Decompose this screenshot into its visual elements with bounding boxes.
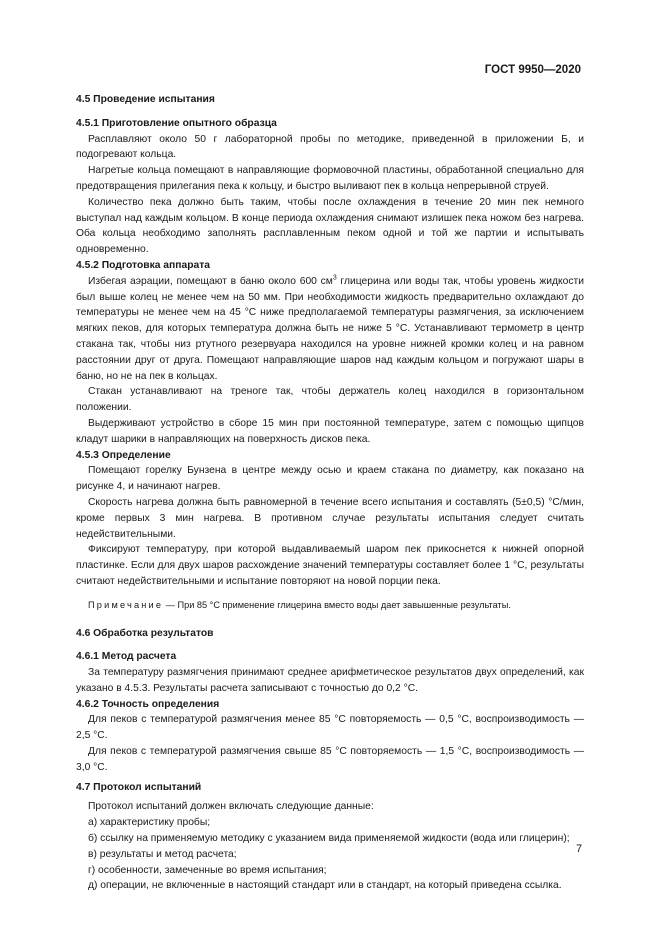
paragraph: Скорость нагрева должна быть равномерной в течение всего испытания и составлять (5±0,5) °С/мин, кроме первых 3 мин нагрева. В противном случае результаты испытания следует считать недействительными. (76, 496, 584, 540)
main-content (76, 92, 584, 894)
list-item: г) особенности, замеченные во время испытания; (88, 864, 327, 876)
heading-4-5: 4.5 Проведение испытания (76, 94, 215, 105)
paragraph: Выдерживают устройство в сборе 15 мин при постоянной температуре, затем с помощью щипцов кладут шарики в направляющих на поверхность дисков пека. (76, 417, 584, 445)
paragraph: Избегая аэрации, помещают в баню около 600 $см^3$ глицерина или воды так, чтобы уровень жидкости был выше колец не менее чем на 50 мм. При необходимости жидкость предварительно охлаждают до температуры не менее чем на 45 °С ниже предполагаемой температуры размягчения, за исключением мягких пеков, для которых температура должна быть не ниже 5 °С. Устанавливают термометр в центр стакана так, чтобы низ ртутного резервуара находился на уровне нижней кромки колец и на равном расстоянии друг от друга. Помещают направляющие шаров над каждым кольцом и погружают шары в баню, но не на пек в кольцах. (76, 274, 584, 382)
list-item: б) ссылку на применяемую методику с указанием вида применяемой жидкости (вода или глицерин); (88, 833, 570, 845)
standard-header: ГОСТ 9950—2020 (484, 64, 581, 76)
paragraph: Нагретые кольца помещают в направляющие формовочной пластины, обработанной специально для предотвращения прилегания пека к кольцу, и быстро выливают пек в кольца непрерывной струей. (76, 165, 584, 192)
paragraph: Протокол испытаний должен включать следующие данные: (88, 801, 374, 813)
heading-4-6-1: 4.6.1 Метод расчета (76, 651, 177, 663)
paragraph: Фиксируют температуру, при которой выдавливаемый шаром пек прикоснется к нижней опорной пластинке. Если для двух шаров расхождение значений температуры составляет более 1 °С, результаты считают недействительными и испытание повторяют на новой порции пека. (76, 544, 584, 587)
heading-4-7: 4.7 Протокол испытаний (76, 781, 202, 793)
heading-4-6: 4.6 Обработка результатов (76, 627, 214, 639)
paragraph: Количество пека должно быть таким, чтобы после охлаждения в течение 20 мин пек немного выступал над каждым кольцом. В конце периода охлаждения снимают излишек пека ножом без нагрева. Оба кольца необходимо заполнять расплавленным пеком одной и той же партии и испытывать одновременно. (76, 196, 584, 256)
heading-4-5-2: 4.5.2 Подготовка аппарата (76, 259, 210, 271)
paragraph: За температуру размягчения принимают среднее арифметическое результатов двух определений, как указано в 4.5.3. Результаты расчета записывают с точностью до 0,2 °С. (76, 667, 584, 694)
note: Примечание — При 85 °С применение глицерина вместо воды дает завышенные результаты. (88, 599, 511, 610)
list-item: д) операции, не включенные в настоящий стандарт или в стандарт, на который приведена ссылка. (88, 880, 562, 892)
paragraph: Для пеков с температурой размягчения менее 85 °С повторяемость — 0,5 °С, воспроизводимость — 2,5 °С. (76, 714, 584, 742)
paragraph: Для пеков с температурой размягчения свыше 85 °С повторяемость — 1,5 °С, воспроизводимость — 3,0 °С. (76, 746, 584, 773)
list-item: в) результаты и метод расчета; (88, 848, 237, 860)
paragraph: Стакан устанавливают на треноге так, чтобы держатель колец находился в горизонтальном положении. (76, 386, 584, 414)
paragraph: Помещают горелку Бунзена в центре между осью и краем стакана по диаметру, как показано на рисунке 4, и начинают нагрев. (76, 465, 584, 493)
note-label: Примечание (88, 599, 164, 610)
list-item: а) характеристику пробы; (88, 817, 211, 829)
page-number: 7 (576, 843, 583, 855)
heading-4-5-1: 4.5.1 Приготовление опытного образца (76, 117, 277, 129)
heading-4-6-2: 4.6.2 Точность определения (76, 698, 220, 710)
paragraph: Расплавляют около 50 г лабораторной пробы по методике, приведенной в приложении Б, и подогревают кольца. (76, 133, 584, 161)
heading-4-5-3: 4.5.3 Определение (76, 449, 171, 461)
